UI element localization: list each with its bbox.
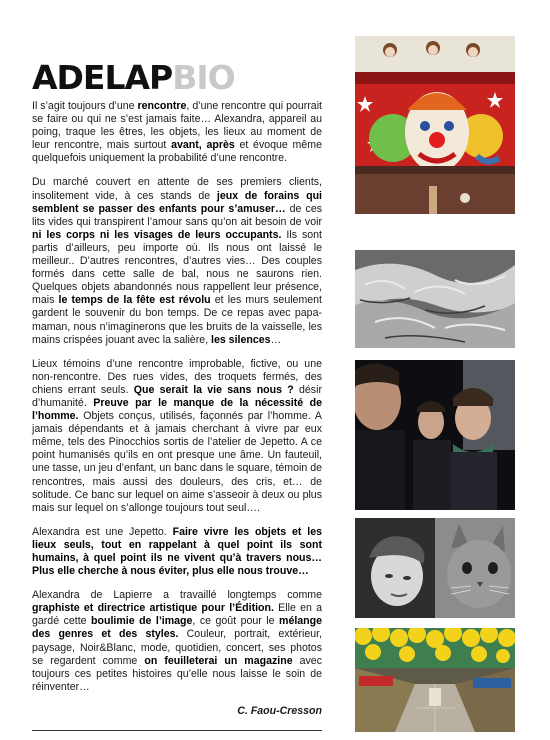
- text-run: …: [270, 333, 282, 346]
- paragraph-2: [32, 176, 322, 346]
- text-run: Elle en a gardé cette: [32, 602, 322, 628]
- text-run: Alexandra de Lapierre a travaillé longtemps comme: [32, 589, 322, 602]
- text-run: Couleur, portrait, extérieur, paysage, Noir&Blanc, mode, quotidien, concert, ses photos se regardent comme: [32, 628, 322, 667]
- photo-face-cat: [355, 518, 515, 618]
- paragraph-1: [32, 100, 322, 165]
- bold-text: le temps de la fête est révolu: [58, 294, 211, 307]
- text-run: Lieux témoins d’une rencontre improbable, fictive, ou une non-rencontre. Des rues vides, des troquets fermés, des chiens errant seuls.: [32, 357, 322, 396]
- text-run: , d’une rencontre qui pourrait se faire ou qui ne s’est jamais faite… Alexandra, appareil au poing, traque les êtres, les objets, les lieux au moment de leur rencontre, mais surtout: [32, 100, 322, 152]
- bold-text: Faire vivre les objets et les lieux seuls, tout en rappelant à quel point ils sont humains, à quel point ils ne vivent qu’à travers nous… Plus elle cherche à nous éviter, plus elle nous trouve…: [32, 525, 322, 578]
- bold-text: mélange des genres et des styles.: [32, 615, 323, 641]
- title-part-1: ADELAP: [32, 58, 173, 97]
- text-run: et les murs seulement gardent le souvenir du bon temps. De ce repas avec papa-maman, nous n’imaginerons que les bruits de la vaisselle, les mains crispées jouant avec la salière,: [32, 294, 323, 346]
- page-title: [32, 58, 235, 98]
- paragraph-4: [32, 526, 322, 578]
- bold-text: ni les corps ni les visages de leurs occupants.: [32, 228, 282, 241]
- photo-market-balloons: [355, 628, 515, 732]
- bold-text: rencontre: [137, 100, 187, 112]
- bold-text: Que serait la vie sans nous ?: [133, 383, 294, 396]
- text-run: avec toujours ces petites histoires qu’elle nous laisse le soin de réinventer…: [32, 654, 322, 693]
- text-run: Du marché couvert en attente de ses premiers clients, insolitement vide, à ces stands de: [32, 176, 322, 202]
- signature: C. Faou-Cresson: [237, 704, 322, 717]
- text-run: , ce goût pour le: [192, 615, 280, 628]
- text-run: désir d’humanité.: [32, 383, 322, 409]
- text-run: de ces lits vides qui transpirent l’amour sans qu’on ait besoin de voir: [32, 202, 323, 228]
- bold-text: graphiste et directrice artistique pour l’Édition.: [32, 602, 274, 615]
- text-run: Il s’agit toujours d’une: [32, 100, 138, 112]
- photo-fairground-clown: [355, 36, 515, 214]
- bold-text: les silences: [211, 333, 271, 346]
- text-run: Alexandra est une Jepetto.: [32, 525, 173, 538]
- bold-text: avant, après: [171, 139, 235, 152]
- text-run: Ils sont partis d’ailleurs, peu importe où. Ils nous ont laissé le meilleur.. D’autres rencontres, d’autres vies… Des couples formés dans cette salle de bal, nous ne saurons rien. Quelques objets abandonnés nous rappellent leur présence, mais: [32, 228, 322, 307]
- bottom-rule: [32, 730, 322, 731]
- bold-text: jeux de forains qui semblent se passer des enfants pour s’amuser…: [32, 189, 322, 215]
- bold-text: boulimie de l’image: [91, 615, 193, 628]
- text-run: et évoque même quelquefois uniquement la probabilité d’une rencontre.: [32, 139, 322, 165]
- photo-bedsheets: [355, 250, 515, 348]
- text-run: Objets conçus, utilisés, façonnés par l’homme. A jamais dépendants et à jamais cherchant à vivre par eux même, tels des Pinocchios sortis de l’atelier de Jepetto. A ce point humanisés qu’ils en ont presque une âme. Un fauteuil, une tasse, un jeu d’enfant, un banc dans le square, témoin de rencontres, mais aussi des douleurs, des cris, et… de solitude. Ce banc sur lequel on aime s’asseoir à deux ou plus mais sur lequel on s’allonge toujours tout seul….: [32, 410, 322, 514]
- bold-text: on feuilleterai un magazine: [144, 654, 293, 667]
- paragraph-3: [32, 358, 322, 515]
- photo-three-men: [355, 360, 515, 510]
- paragraph-5: [32, 589, 322, 694]
- title-part-2: BIO: [172, 58, 235, 97]
- article-body: [32, 100, 322, 718]
- bold-text: Preuve par le manque de la nécessité de l’homme.: [32, 396, 322, 423]
